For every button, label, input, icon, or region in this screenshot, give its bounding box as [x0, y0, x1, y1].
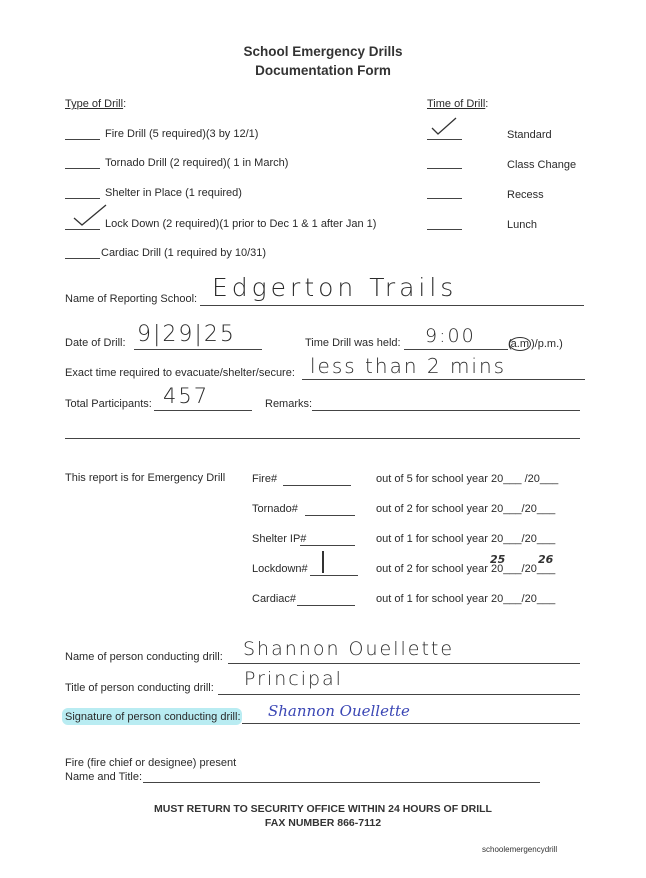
lockdown-school-year: out of 2 for school year 20___/20___: [376, 563, 556, 575]
tornado-drill-label: Tornado Drill (2 required)( 1 in March): [105, 157, 289, 169]
time-held-label: Time Drill was held:: [305, 337, 401, 349]
participants-field[interactable]: [154, 410, 252, 411]
shelter-drill-checkbox[interactable]: [65, 198, 100, 199]
exact-time-field[interactable]: [302, 379, 585, 380]
remarks-label: Remarks:: [265, 398, 313, 410]
checkmark-icon: [429, 115, 459, 137]
date-field[interactable]: [134, 349, 262, 350]
fire-school-year: out of 5 for school year 20___ /20___: [376, 473, 559, 485]
signature-label: Signature of person conducting drill:: [65, 711, 241, 723]
shelter-drill-label: Shelter in Place (1 required): [105, 187, 242, 199]
conductor-title-field[interactable]: [218, 694, 580, 695]
lunch-label: Lunch: [507, 219, 537, 231]
conductor-name-label: Name of person conducting drill:: [65, 651, 223, 663]
fire-official-field[interactable]: [143, 782, 540, 783]
form-id: schoolemergencydrill: [482, 845, 558, 854]
cardiac-school-year: out of 1 for school year 20___/20___: [376, 593, 556, 605]
exact-time-value: less than 2 mins: [310, 354, 507, 378]
remarks-field-line2[interactable]: [65, 438, 580, 439]
standard-checkbox[interactable]: [427, 139, 462, 140]
tornado-school-year: out of 2 for school year 20___/20___: [376, 503, 556, 515]
cardiac-count-label: Cardiac#: [252, 593, 297, 605]
lockdown-year-from: 25: [490, 553, 506, 566]
recess-checkbox[interactable]: [427, 198, 462, 199]
cardiac-drill-label: Cardiac Drill (1 required by 10/31): [101, 247, 267, 259]
recess-label: Recess: [507, 189, 544, 201]
form-title-line2: Documentation Form: [255, 63, 391, 78]
type-of-drill-heading: Type of Drill:: [65, 98, 127, 110]
participants-label: Total Participants:: [65, 398, 152, 410]
lockdown-year-to: 26: [538, 553, 554, 566]
lockdown-drill-label: Lock Down (2 required)(1 prior to Dec 1 & 1 after Jan 1): [105, 218, 377, 230]
time-held-field[interactable]: [404, 349, 508, 350]
fire-drill-label: Fire Drill (5 required)(3 by 12/1): [105, 128, 259, 140]
fire-count-field[interactable]: [283, 485, 351, 486]
cardiac-count-field[interactable]: [297, 605, 355, 606]
time-held-value: 9:00: [425, 325, 476, 347]
class-change-checkbox[interactable]: [427, 168, 462, 169]
report-label: This report is for Emergency Drill: [65, 472, 226, 484]
date-value: 9|29|25: [137, 322, 236, 347]
checkmark-icon: [72, 202, 108, 228]
exact-time-label: Exact time required to evacuate/shelter/secure:: [65, 367, 295, 379]
conductor-name-field[interactable]: [228, 663, 580, 664]
footer-return-notice: MUST RETURN TO SECURITY OFFICE WITHIN 24 HOURS OF DRILL: [154, 803, 492, 815]
tornado-count-field[interactable]: [305, 515, 355, 516]
fire-drill-checkbox[interactable]: [65, 139, 100, 140]
class-change-label: Class Change: [507, 159, 577, 171]
lockdown-count-label: Lockdown#: [252, 563, 308, 575]
shelter-school-year: out of 1 for school year 20___/20___: [376, 533, 556, 545]
am-pm-selector[interactable]: (a.m )/p.m.): [508, 338, 563, 350]
lunch-checkbox[interactable]: [427, 229, 462, 230]
date-label: Date of Drill:: [65, 337, 126, 349]
school-name-value: Edgerton Trails: [212, 273, 458, 302]
conductor-name-value: Shannon Ouellette: [243, 638, 455, 660]
footer-fax-number: FAX NUMBER 866-7112: [264, 817, 382, 829]
cardiac-drill-checkbox[interactable]: [65, 258, 100, 259]
participants-value: 457: [163, 384, 210, 408]
standard-label: Standard: [507, 129, 552, 141]
signature-value: Shannon Ouellette: [268, 702, 410, 720]
conductor-title-label: Title of person conducting drill:: [65, 682, 214, 694]
signature-field[interactable]: [242, 723, 580, 724]
lockdown-drill-checkbox[interactable]: [65, 229, 100, 230]
am-option-circled[interactable]: a.m: [510, 338, 530, 350]
fire-official-line1: Fire (fire chief or designee) present: [65, 757, 237, 769]
remarks-field[interactable]: [312, 410, 580, 411]
fire-official-line2: Name and Title:: [65, 771, 143, 783]
conductor-title-value: Principal: [244, 668, 343, 690]
lockdown-count-value: [322, 551, 324, 573]
tornado-count-label: Tornado#: [252, 503, 298, 515]
shelter-count-label: Shelter IP#: [252, 533, 307, 545]
time-of-drill-heading: Time of Drill:: [427, 98, 489, 110]
lockdown-count-field[interactable]: [310, 575, 358, 576]
fire-count-label: Fire#: [252, 473, 278, 485]
shelter-count-field[interactable]: [300, 545, 355, 546]
form-title-line1: School Emergency Drills: [243, 44, 403, 59]
school-name-label: Name of Reporting School:: [65, 293, 198, 305]
tornado-drill-checkbox[interactable]: [65, 168, 100, 169]
school-name-field[interactable]: [200, 305, 584, 306]
